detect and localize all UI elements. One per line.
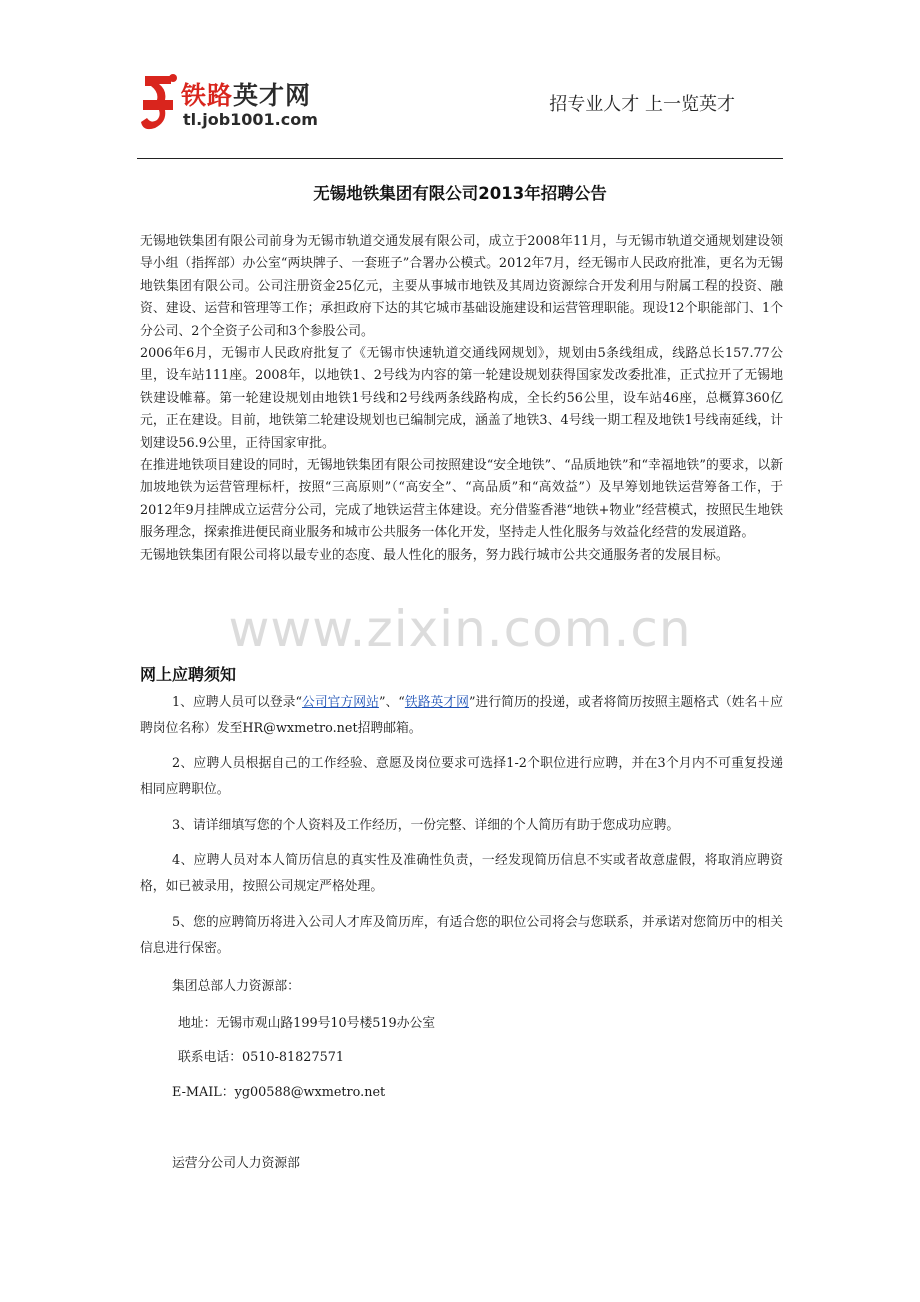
notice-text: 1、应聘人员可以登录“ xyxy=(172,695,303,710)
header-divider xyxy=(137,158,783,159)
logo-wordmark xyxy=(181,76,311,112)
notice-item-1 xyxy=(140,690,783,741)
intro-paragraph: 在推进地铁项目建设的同时，无锡地铁集团有限公司按照建设“安全地铁”、“品质地铁”和“幸福地铁”的要求，以新加坡地铁为运营管理标杆，按照“三高原则”（“高安全”、“高品质”和“高效益”）及早筹划地铁运营筹备工作，于2012年9月挂牌成立运营分公司，完成了地铁运营主体建设。充分借鉴香港“地铁+物业”经营模式，按照民生地铁服务理念，探索推进便民商业服务和城市公共服务一体化开发，坚持走人性化服务与效益化经营的发展道路。 xyxy=(140,458,783,541)
logo-mark-icon xyxy=(137,70,181,132)
logo-text-red: 铁路 xyxy=(181,81,234,110)
company-intro xyxy=(140,231,783,567)
header-slogan: 招专业人才 上一览英才 xyxy=(549,94,735,115)
notice-text: ”进行简历的投递，或者将简历按照主题格式（姓名＋应聘岗位名称）发至HR@wxmetro.net招聘邮箱。 xyxy=(140,695,784,736)
contact-phone: 联系电话：0510-81827571 xyxy=(178,1050,345,1065)
intro-paragraph: 无锡地铁集团有限公司前身为无锡市轨道交通发展有限公司，成立于2008年11月，与无锡市轨道交通规划建设领导小组（指挥部）办公室“两块牌子、一套班子”合署办公模式。2012年7月，经无锡市人民政府批准，更名为无锡地铁集团有限公司。公司注册资金25亿元，主要从事城市地铁及其周边资源综合开发利用与附属工程的投资、融资、建设、运营和管理等工作；承担政府下达的其它城市基础设施建设和运营管理职能。现设12个职能部门、1个分公司、2个全资子公司和3个参股公司。 xyxy=(140,234,783,339)
railway-talent-link[interactable]: 铁路英才网 xyxy=(404,695,469,710)
page-header xyxy=(137,64,783,156)
official-website-link[interactable]: 公司官方网站 xyxy=(302,695,379,710)
site-logo[interactable] xyxy=(137,68,337,138)
logo-text-dark: 英才网 xyxy=(233,81,312,110)
intro-paragraph: 无锡地铁集团有限公司将以最专业的态度、最人性化的服务，努力践行城市公共交通服务者的发展目标。 xyxy=(140,547,729,563)
notice-text: ”、“ xyxy=(378,695,405,710)
ops-hr-department: 运营分公司人力资源部 xyxy=(172,1156,300,1171)
page-title: 无锡地铁集团有限公司2013年招聘公告 xyxy=(313,184,607,203)
intro-paragraph: 2006年6月，无锡市人民政府批复了《无锡市快速轨道交通线网规划》，规划由5条线组成，线路总长157.77公里，设车站111座。2008年，以地铁1、2号线为内容的第一轮建设规划获得国家发改委批准，正式拉开了无锡地铁建设帷幕。第一轮建设规划由地铁1号线和2号线两条线路构成，全长约56公里，设车站46座，总概算360亿元，正在建设。目前，地铁第二轮建设规划也已编制完成，涵盖了地铁3、4号线一期工程及地铁1号线南延线，计划建设56.9公里，正待国家审批。 xyxy=(140,346,783,451)
application-notice-heading: 网上应聘须知 xyxy=(140,665,237,684)
notice-item-2: 2、应聘人员根据自己的工作经验、意愿及岗位要求可选择1-2个职位进行应聘，并在3个月内不可重复投递相同应聘职位。 xyxy=(140,756,783,797)
watermark: www.zixin.com.cn xyxy=(228,600,692,658)
contact-address: 地址：无锡市观山路199号10号楼519办公室 xyxy=(178,1016,436,1031)
contact-email: E-MAIL：yg00588@wxmetro.net xyxy=(172,1085,386,1100)
notice-item-3: 3、请详细填写您的个人资料及工作经历，一份完整、详细的个人简历有助于您成功应聘。 xyxy=(172,818,680,833)
notice-item-4: 4、应聘人员对本人简历信息的真实性及准确性负责，一经发现简历信息不实或者故意虚假，将取消应聘资格，如已被录用，按照公司规定严格处理。 xyxy=(140,853,783,894)
hq-hr-department: 集团总部人力资源部： xyxy=(172,979,300,994)
logo-url: tl.job1001.com xyxy=(183,110,318,129)
notice-item-5: 5、您的应聘简历将进入公司人才库及简历库，有适合您的职位公司将会与您联系，并承诺对您简历中的相关信息进行保密。 xyxy=(140,915,783,956)
